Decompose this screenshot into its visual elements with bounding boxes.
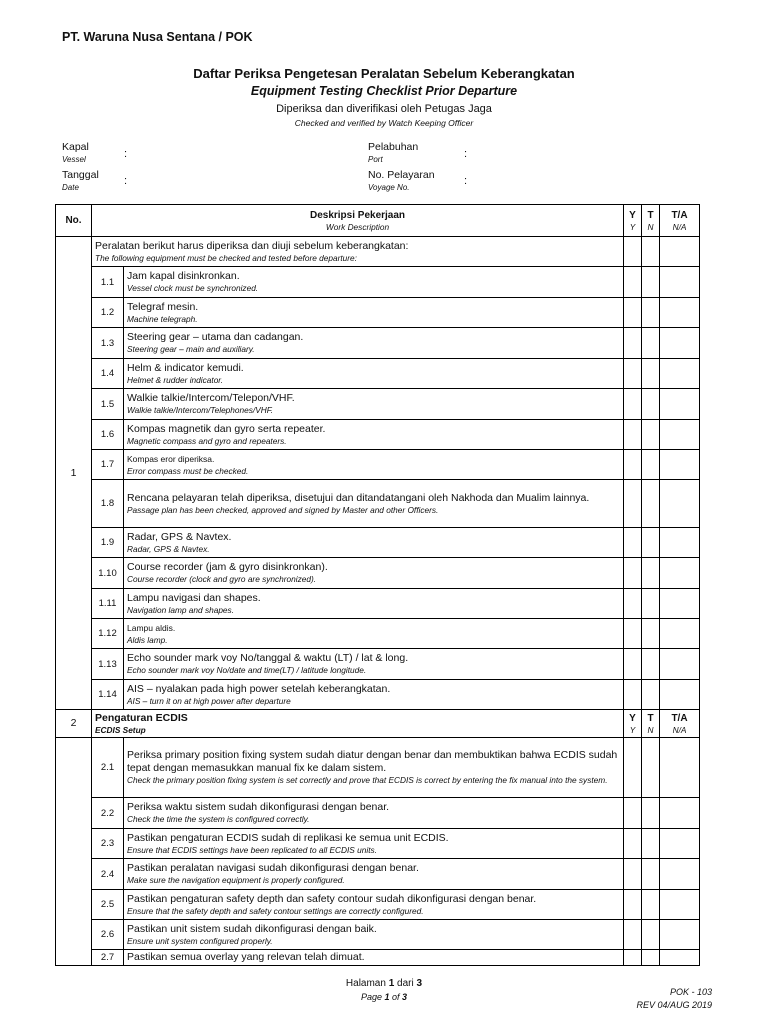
table-row [56,558,700,589]
item-description [124,619,624,649]
item-check-na[interactable] [660,859,700,890]
table-row [56,680,700,710]
table-row [56,298,700,328]
table-row [56,829,700,859]
item-number: 1.14 [92,680,124,710]
checklist-table [55,204,700,966]
header-na: T/A N/A [660,205,700,237]
header-description: Deskripsi Pekerjaan Work Description [92,205,624,237]
vessel-colon: : [124,148,128,160]
text-english: Make sure the navigation equipment is properly configured. [127,875,345,885]
item-description [124,528,624,558]
item-check-na[interactable] [660,829,700,859]
item-check-na[interactable] [660,267,700,298]
title-english: Equipment Testing Checklist Prior Departure [250,84,518,98]
text-english: Vessel clock must be synchronized. [127,283,259,293]
table-header-row [56,205,700,237]
table-row [56,890,700,920]
item-description [124,298,624,328]
subtitle-english: Checked and verified by Watch Keeping Officer [294,118,474,128]
text-indonesian: Kompas magnetik dan gyro serta repeater. [127,422,326,435]
text-english: Magnetic compass and gyro and repeaters. [127,435,287,446]
section1-intro-check-yes[interactable] [624,237,642,267]
item-check-no[interactable] [642,798,660,829]
text-indonesian: Peralatan berikut harus diperiksa dan diuji sebelum keberangkatan: [95,239,409,252]
text-english: Passage plan has been checked, approved and signed by Master and other Officers. [127,504,439,515]
item-check-no[interactable] [642,480,660,528]
table-row [56,359,700,389]
title-indonesian: Daftar Periksa Pengetesan Peralatan Sebelum Keberangkatan [193,66,575,81]
item-check-yes[interactable] [624,619,642,649]
voyage-label: No. Pelayaran Voyage No. [368,169,435,192]
item-check-no[interactable] [642,589,660,619]
item-check-no[interactable] [642,298,660,328]
item-check-yes[interactable] [624,920,642,950]
item-check-na[interactable] [660,619,700,649]
item-check-no[interactable] [642,649,660,680]
item-check-yes[interactable] [624,680,642,710]
text-english: Echo sounder mark voy No/date and time(LT) / latitude longitude. [127,665,367,675]
table-row [56,450,700,480]
item-description [124,558,624,589]
item-number: 2.7 [92,950,124,966]
item-check-no[interactable] [642,920,660,950]
text-english: Check the time the system is configured correctly. [127,814,310,824]
header-yes: Y Y [624,205,642,237]
item-description [124,798,624,829]
item-check-na[interactable] [660,798,700,829]
text-indonesian: Echo sounder mark voy No/tanggal & waktu (LT) / lat & long. [127,652,409,664]
text-indonesian: Pastikan peralatan navigasi sudah dikonfigurasi dengan benar. [127,862,419,874]
text-indonesian: Lampu aldis. [127,622,176,633]
date-label: Tanggal Date [62,169,99,192]
item-description [124,829,624,859]
table-row [56,619,700,649]
item-check-na[interactable] [660,920,700,950]
text-indonesian: AIS – nyalakan pada high power setelah keberangkatan. [127,682,391,695]
item-number: 2.4 [92,859,124,890]
item-description [124,859,624,890]
item-description [124,920,624,950]
item-check-no[interactable] [642,267,660,298]
item-number: 1.5 [92,389,124,420]
item-check-no[interactable] [642,420,660,450]
item-number: 1.10 [92,558,124,589]
table-row [56,950,700,966]
text-english: Ensure that ECDIS settings have been replicated to all ECDIS units. [127,844,377,855]
item-check-yes[interactable] [624,298,642,328]
subtitle-indonesian: Diperiksa dan diverifikasi oleh Petugas Jaga [276,103,492,115]
table-row [56,528,700,558]
table-row [56,920,700,950]
item-check-no[interactable] [642,680,660,710]
item-number: 2.5 [92,890,124,920]
item-check-no[interactable] [642,619,660,649]
text-indonesian: Kompas eror diperiksa. [127,453,215,464]
section-number: 2 [56,710,92,738]
item-number: 2.6 [92,920,124,950]
table-row [56,798,700,829]
text-indonesian: Radar, GPS & Navtex. [127,530,232,543]
item-check-yes[interactable] [624,420,642,450]
item-check-na[interactable] [660,298,700,328]
table-row [56,420,700,450]
item-check-yes[interactable] [624,558,642,589]
section2-column-header: T/A N/A [660,710,700,738]
item-check-yes[interactable] [624,328,642,359]
section2-column-header: T N [642,710,660,738]
item-check-no[interactable] [642,389,660,420]
text-english: AIS – turn it on at high power after departure [127,695,291,706]
item-check-na[interactable] [660,389,700,420]
item-check-na[interactable] [660,649,700,680]
text-indonesian: Periksa primary position fixing system sudah diatur dengan benar dan membuktikan bahwa ECDIS sudah tepat dengan memasukkan manual fix ke dalam sistem. [127,749,618,774]
item-check-no[interactable] [642,450,660,480]
item-check-no[interactable] [642,558,660,589]
item-number: 1.4 [92,359,124,389]
item-check-no[interactable] [642,890,660,920]
item-check-yes[interactable] [624,450,642,480]
item-check-no[interactable] [642,328,660,359]
text-indonesian: Pastikan semua overlay yang relevan telah dimuat. [127,951,365,963]
text-english: Ensure unit system configured properly. [127,935,273,946]
port-colon: : [464,148,468,160]
item-number: 1.2 [92,298,124,328]
item-check-no[interactable] [642,738,660,798]
text-english: Navigation lamp and shapes. [127,604,235,615]
item-check-na[interactable] [660,680,700,710]
item-number: 1.3 [92,328,124,359]
document-code: POK - 103 REV 04/AUG 2019 [636,987,712,1010]
table-row [56,267,700,298]
text-english: Error compass must be checked. [127,465,249,476]
text-english: Aldis lamp. [127,634,168,645]
item-check-yes[interactable] [624,859,642,890]
section2-number-spacer [56,738,92,966]
item-description [124,267,624,298]
item-description [124,680,624,710]
text-english: Walkie talkie/Intercom/Telephones/VHF. [127,405,274,415]
item-number: 2.1 [92,738,124,798]
item-description [124,328,624,359]
section2-column-header: Y Y [624,710,642,738]
text-indonesian: Course recorder (jam & gyro disinkronkan). [127,561,328,573]
item-check-na[interactable] [660,738,700,798]
text-english: Radar, GPS & Navtex. [127,543,210,554]
table-row [56,480,700,528]
text-english: Check the primary position fixing system is set correctly and prove that ECDIS is correct by entering the fix manual into the system. [127,775,608,785]
item-number: 1.1 [92,267,124,298]
item-check-yes[interactable] [624,267,642,298]
text-indonesian: Jam kapal disinkronkan. [127,270,240,282]
section2-header-row [56,710,700,738]
item-check-yes[interactable] [624,890,642,920]
item-check-yes[interactable] [624,589,642,619]
section1-intro [92,237,624,267]
item-check-yes[interactable] [624,480,642,528]
text-indonesian: Lampu navigasi dan shapes. [127,591,261,604]
text-english: Ensure that the safety depth and safety contour settings are correctly configured. [127,905,424,916]
item-number: 1.13 [92,649,124,680]
page-number-english: Page 1 of 3 [360,992,408,1002]
item-check-yes[interactable] [624,738,642,798]
item-number: 2.2 [92,798,124,829]
table-row [56,738,700,798]
text-english: Machine telegraph. [127,313,198,324]
item-check-yes[interactable] [624,359,642,389]
text-indonesian: Pastikan pengaturan safety depth dan safety contour sudah dikonfigurasi dengan benar. [127,892,537,905]
text-indonesian: Steering gear – utama dan cadangan. [127,331,304,343]
section2-title: Pengaturan ECDIS ECDIS Setup [92,710,624,738]
item-number: 2.3 [92,829,124,859]
date-colon: : [124,175,128,187]
item-check-yes[interactable] [624,798,642,829]
table-row [56,328,700,359]
text-indonesian: Rencana pelayaran telah diperiksa, disetujui dan ditandatangani oleh Nakhoda dan Mualim lainnya. [127,491,590,504]
section1-intro-check-na[interactable] [660,237,700,267]
table-row [56,389,700,420]
item-check-yes[interactable] [624,528,642,558]
header-no: No. [56,205,92,237]
item-check-no[interactable] [642,829,660,859]
item-check-yes[interactable] [624,829,642,859]
text-english: Helmet & rudder indicator. [127,374,224,385]
item-check-na[interactable] [660,589,700,619]
item-number: 1.12 [92,619,124,649]
page-number-indonesian: Halaman 1 dari 3 [345,978,423,989]
item-check-na[interactable] [660,480,700,528]
vessel-label: Kapal Vessel [62,141,89,164]
item-description [124,359,624,389]
item-number: 1.9 [92,528,124,558]
text-english: The following equipment must be checked and tested before departure: [95,252,357,263]
item-check-no[interactable] [642,359,660,389]
item-check-na[interactable] [660,450,700,480]
item-description [124,890,624,920]
text-indonesian: Walkie talkie/Intercom/Telepon/VHF. [127,392,295,404]
item-check-yes[interactable] [624,649,642,680]
item-number: 1.6 [92,420,124,450]
item-check-yes[interactable] [624,950,642,966]
section1-intro-check-no[interactable] [642,237,660,267]
section-number: 1 [56,237,92,710]
item-check-no[interactable] [642,859,660,890]
text-indonesian: Pastikan unit sistem sudah dikonfigurasi dengan baik. [127,922,377,935]
item-check-na[interactable] [660,950,700,966]
text-indonesian: Pastikan pengaturan ECDIS sudah di replikasi ke semua unit ECDIS. [127,831,449,844]
voyage-colon: : [464,175,468,187]
table-row [56,649,700,680]
item-description [124,649,624,680]
item-number: 1.8 [92,480,124,528]
document-titles [0,66,768,128]
item-check-na[interactable] [660,359,700,389]
text-indonesian: Telegraf mesin. [127,300,199,313]
company-name: PT. Waruna Nusa Sentana / POK [62,30,253,44]
item-description [124,450,624,480]
text-indonesian: Periksa waktu sistem sudah dikonfigurasi dengan benar. [127,801,390,813]
section1-intro-row [56,237,700,267]
item-number: 1.7 [92,450,124,480]
item-description [124,738,624,798]
port-label: Pelabuhan Port [368,141,419,164]
text-english: Course recorder (clock and gyro are synchronized). [127,574,317,584]
item-check-no[interactable] [642,950,660,966]
item-check-na[interactable] [660,528,700,558]
text-indonesian: Helm & indicator kemudi. [127,361,244,374]
item-check-na[interactable] [660,890,700,920]
item-check-na[interactable] [660,420,700,450]
item-description [124,389,624,420]
item-description [124,950,624,966]
header-no-t: T N [642,205,660,237]
item-description [124,480,624,528]
item-description [124,420,624,450]
item-check-na[interactable] [660,558,700,589]
item-number: 1.11 [92,589,124,619]
item-check-no[interactable] [642,528,660,558]
text-english: Steering gear – main and auxiliary. [127,344,255,354]
table-row [56,589,700,619]
item-check-na[interactable] [660,328,700,359]
item-check-yes[interactable] [624,389,642,420]
table-row [56,859,700,890]
item-description [124,589,624,619]
